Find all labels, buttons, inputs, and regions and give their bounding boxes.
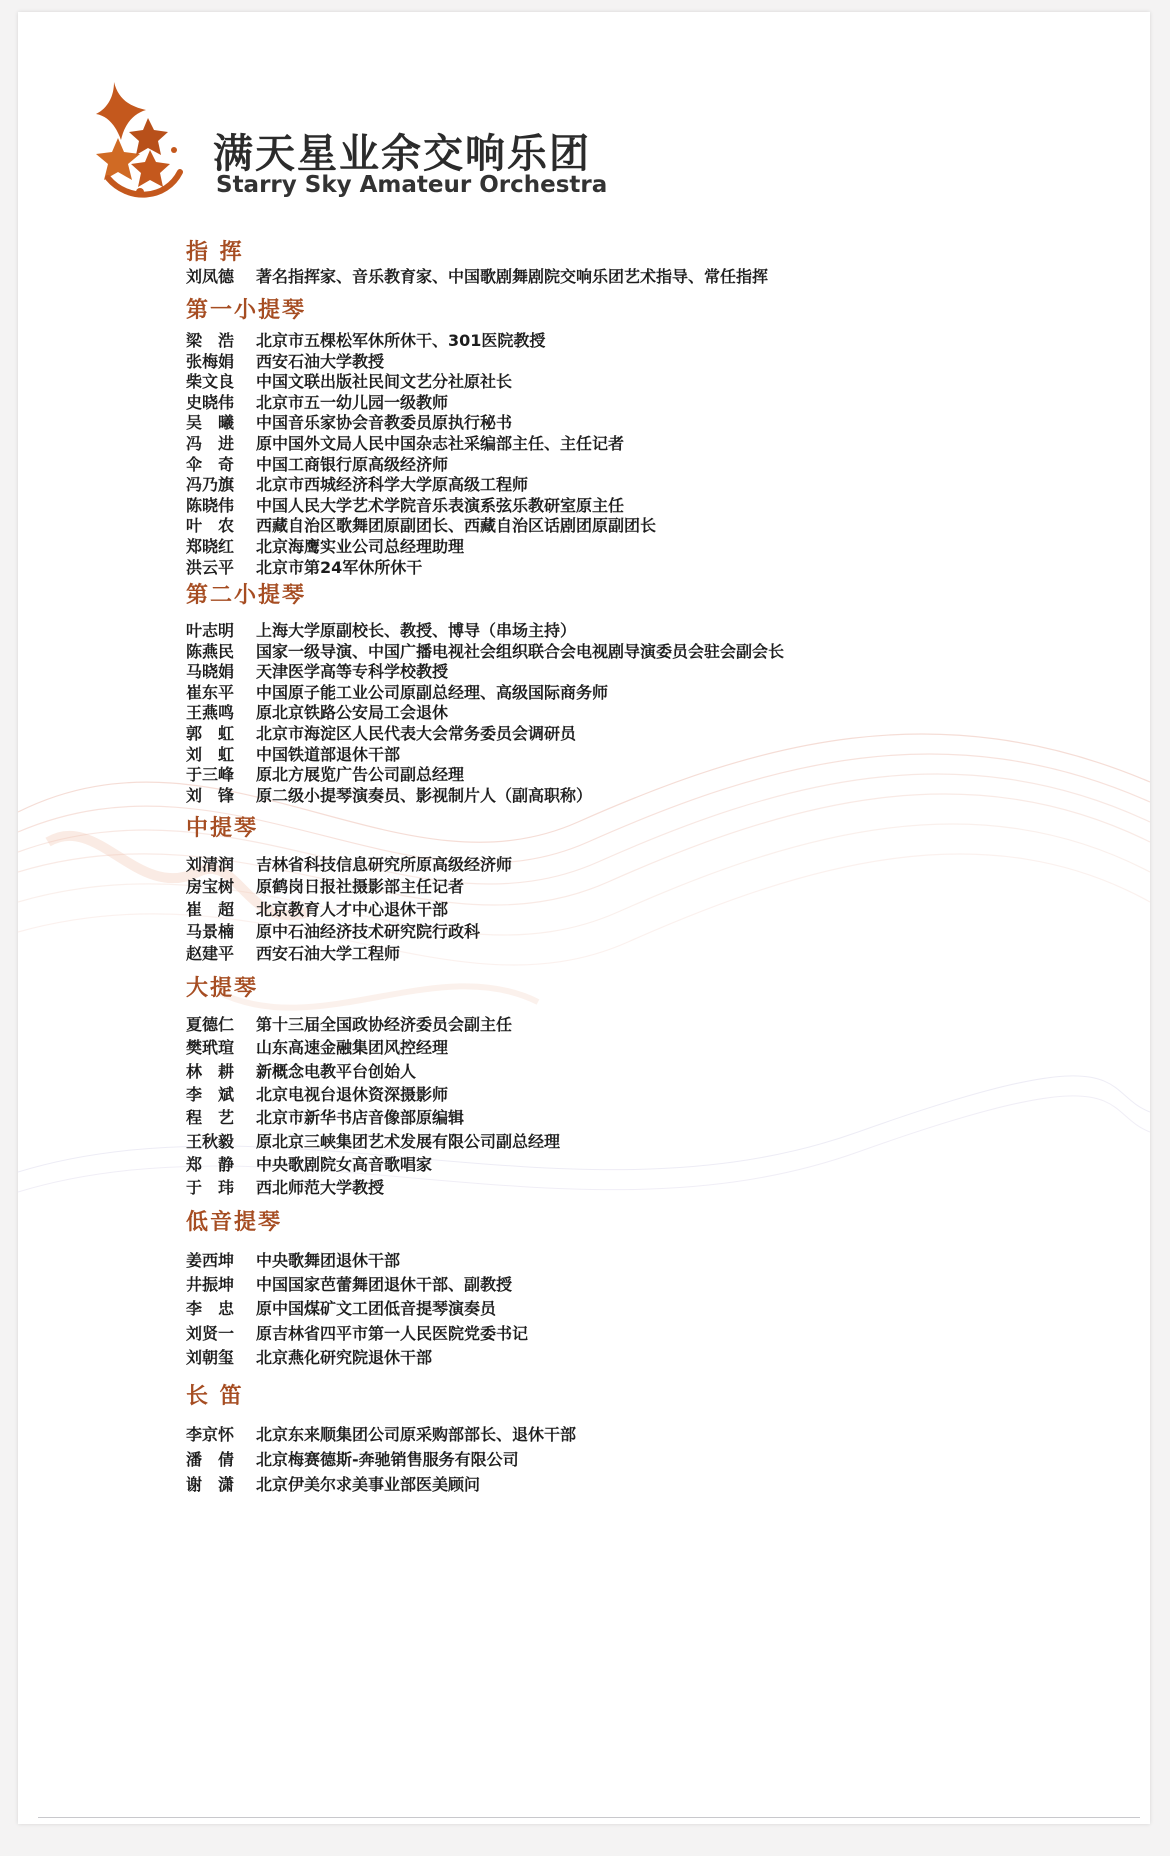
member-description: 北京市五棵松军休所休干、301医院教授 — [256, 331, 546, 350]
member-row — [186, 555, 422, 578]
section-title: 第二小提琴 — [186, 583, 307, 608]
member-row — [186, 1248, 400, 1271]
member-row — [186, 897, 448, 920]
member-row — [186, 1345, 432, 1368]
section-title: 指 挥 — [186, 240, 244, 265]
member-description: 北京电视台退休资深摄影师 — [256, 1084, 449, 1104]
member-description: 原鹤岗日报社摄影部主任记者 — [256, 877, 465, 897]
member-row — [186, 618, 576, 641]
member-description: 中国音乐家协会音教委员原执行秘书 — [256, 413, 513, 433]
member-name: 李京怀 — [186, 1425, 235, 1444]
member-row — [186, 941, 400, 964]
member-description: 原中国煤矿文工团低音提琴演奏员 — [256, 1299, 497, 1319]
member-description: 中国铁道部退休干部 — [256, 744, 401, 764]
member-row — [186, 721, 576, 744]
member-name: 林 耕 — [186, 1061, 235, 1081]
member-row — [186, 349, 384, 372]
section-viola — [186, 814, 258, 844]
member-description: 北京市五一幼儿园一级教师 — [256, 392, 449, 412]
member-row — [186, 1272, 512, 1295]
member-name: 刘清润 — [186, 855, 235, 874]
member-row — [186, 1035, 448, 1058]
member-row — [186, 659, 448, 682]
member-description: 中国工商银行原高级经济师 — [256, 454, 449, 474]
orchestra-name-cn: 满天星业余交响乐团 — [213, 130, 591, 177]
member-name: 刘 虹 — [186, 744, 235, 764]
member-name: 郑 静 — [186, 1154, 235, 1174]
member-description: 北京燕化研究院退休干部 — [256, 1347, 433, 1367]
member-name: 赵建平 — [186, 944, 235, 964]
member-name: 马景楠 — [186, 921, 235, 941]
member-description: 上海大学原副校长、教授、博导（串场主持） — [256, 621, 577, 640]
member-name: 夏德仁 — [186, 1015, 235, 1034]
member-name: 刘贤一 — [186, 1323, 235, 1343]
member-description: 原二级小提琴演奏员、影视制片人（副高职称） — [256, 785, 593, 805]
member-name: 程 艺 — [186, 1108, 235, 1128]
member-row — [186, 1321, 528, 1344]
member-name: 郭 虹 — [186, 724, 235, 743]
member-row — [186, 513, 656, 536]
section-title: 大提琴 — [186, 976, 259, 1001]
member-description: 北京教育人才中心退休干部 — [256, 899, 449, 919]
member-name: 王秋毅 — [186, 1131, 235, 1151]
member-row — [186, 1129, 560, 1152]
member-name: 崔东平 — [186, 682, 235, 702]
member-name: 房宝树 — [186, 877, 235, 897]
member-name: 刘 锋 — [186, 785, 235, 805]
member-row — [186, 762, 464, 785]
member-description: 西藏自治区歌舞团原副团长、西藏自治区话剧团原副团长 — [256, 516, 657, 536]
member-name: 伞 奇 — [186, 454, 235, 474]
member-row — [186, 783, 592, 806]
member-row — [186, 328, 545, 351]
member-name: 于三峰 — [186, 765, 235, 785]
member-description: 国家一级导演、中国广播电视社会组织联合会电视剧导演委员会驻会副会长 — [256, 641, 785, 661]
member-description: 中国国家芭蕾舞团退休干部、副教授 — [256, 1275, 513, 1295]
member-name: 李 忠 — [186, 1299, 235, 1319]
member-description: 西安石油大学工程师 — [256, 944, 401, 964]
member-row — [186, 1059, 416, 1082]
member-description: 中国文联出版社民间文艺分社原社长 — [256, 372, 513, 392]
member-description: 西安石油大学教授 — [256, 351, 385, 371]
section-flute — [186, 1382, 244, 1412]
member-row — [186, 1296, 496, 1319]
member-name: 冯乃旗 — [186, 475, 235, 495]
member-description: 原北京铁路公安局工会退休 — [256, 703, 449, 723]
member-name: 刘朝玺 — [186, 1347, 235, 1367]
member-row — [186, 700, 448, 723]
member-row — [186, 1152, 432, 1175]
member-description: 天津医学高等专科学校教授 — [256, 662, 449, 682]
member-description: 新概念电教平台创始人 — [256, 1061, 417, 1081]
member-row — [186, 1175, 384, 1198]
member-description: 著名指挥家、音乐教育家、中国歌剧舞剧院交响乐团艺术指导、常任指挥 — [256, 267, 769, 286]
member-row — [186, 742, 400, 765]
member-name: 王燕鸣 — [186, 703, 235, 723]
member-row — [186, 639, 784, 662]
member-name: 洪云平 — [186, 557, 235, 577]
member-row — [186, 493, 624, 516]
member-name: 姜西坤 — [186, 1251, 235, 1270]
member-name: 张梅娟 — [186, 351, 235, 371]
member-description: 中国原子能工业公司原副总经理、高级国际商务师 — [256, 682, 609, 702]
member-row — [186, 1472, 480, 1495]
member-description: 原中国外文局人民中国杂志社采编部主任、主任记者 — [256, 434, 625, 453]
member-name: 冯 进 — [186, 434, 235, 453]
member-description: 北京伊美尔求美事业部医美顾问 — [256, 1475, 481, 1494]
member-description: 北京市西城经济科学大学原高级工程师 — [256, 475, 529, 495]
member-row — [186, 431, 624, 454]
member-name: 吴 曦 — [186, 413, 235, 433]
member-row — [186, 369, 512, 392]
section-second-violin — [186, 581, 306, 611]
member-name: 叶志明 — [186, 621, 235, 640]
orchestra-name-en: Starry Sky Amateur Orchestra — [216, 172, 608, 198]
member-description: 原北方展览广告公司副总经理 — [256, 765, 465, 785]
member-name: 潘 倩 — [186, 1450, 235, 1469]
member-row — [186, 919, 480, 942]
member-name: 谢 潇 — [186, 1475, 235, 1494]
member-description: 北京市海淀区人民代表大会常务委员会调研员 — [256, 724, 577, 743]
member-name: 樊玳瑄 — [186, 1038, 235, 1058]
member-name: 陈燕民 — [186, 641, 235, 661]
member-name: 柴文良 — [186, 372, 235, 392]
member-name: 马晓娟 — [186, 662, 235, 682]
member-description: 北京东来顺集团公司原采购部部长、退休干部 — [256, 1425, 577, 1444]
section-first-violin — [186, 296, 306, 326]
member-row — [186, 680, 608, 703]
program-page — [18, 12, 1150, 1824]
member-row — [186, 1422, 576, 1445]
member-row — [186, 390, 448, 413]
section-title: 第一小提琴 — [186, 298, 307, 323]
section-title: 中提琴 — [186, 816, 259, 841]
member-description: 中国人民大学艺术学院音乐表演系弦乐教研室原主任 — [256, 495, 625, 515]
member-row — [186, 1012, 512, 1035]
section-title: 长 笛 — [186, 1384, 244, 1409]
member-description: 北京梅赛德斯-奔驰销售服务有限公司 — [256, 1450, 519, 1469]
member-row — [186, 472, 528, 495]
member-name: 李 斌 — [186, 1084, 235, 1104]
member-name: 井振坤 — [186, 1275, 235, 1295]
member-description: 原吉林省四平市第一人民医院党委书记 — [256, 1323, 529, 1343]
member-name: 郑晓红 — [186, 537, 235, 556]
member-row — [186, 874, 464, 897]
member-description: 中央歌剧院女高音歌唱家 — [256, 1154, 433, 1174]
section-title: 低音提琴 — [186, 1210, 283, 1235]
member-description: 吉林省科技信息研究所原高级经济师 — [256, 855, 513, 874]
member-name: 梁 浩 — [186, 331, 235, 350]
member-row — [186, 264, 768, 287]
member-row — [186, 1105, 464, 1128]
member-row — [186, 410, 512, 433]
starry-sky-logo-icon — [88, 80, 188, 205]
member-description: 北京市新华书店音像部原编辑 — [256, 1108, 465, 1128]
member-name: 于 玮 — [186, 1178, 235, 1198]
bottom-divider — [38, 1817, 1140, 1818]
member-name: 崔 超 — [186, 899, 235, 919]
member-description: 第十三届全国政协经济委员会副主任 — [256, 1015, 513, 1034]
member-name: 史晓伟 — [186, 392, 235, 412]
member-description: 北京海鹰实业公司总经理助理 — [256, 537, 465, 556]
member-row — [186, 452, 448, 475]
section-double-bass — [186, 1208, 282, 1238]
member-row — [186, 852, 512, 875]
member-row — [186, 1082, 448, 1105]
member-description: 原北京三峡集团艺术发展有限公司副总经理 — [256, 1131, 561, 1151]
member-description: 山东高速金融集团风控经理 — [256, 1038, 449, 1058]
member-name: 陈晓伟 — [186, 495, 235, 515]
member-description: 原中石油经济技术研究院行政科 — [256, 921, 481, 941]
orchestra-header — [88, 80, 648, 210]
section-cello — [186, 974, 258, 1004]
member-name: 叶 农 — [186, 516, 235, 536]
member-row — [186, 1447, 519, 1470]
member-description: 西北师范大学教授 — [256, 1178, 385, 1198]
member-description: 北京市第24军休所休干 — [256, 557, 423, 577]
member-row — [186, 534, 464, 557]
member-description: 中央歌舞团退休干部 — [256, 1251, 401, 1270]
member-name: 刘凤德 — [186, 267, 235, 286]
